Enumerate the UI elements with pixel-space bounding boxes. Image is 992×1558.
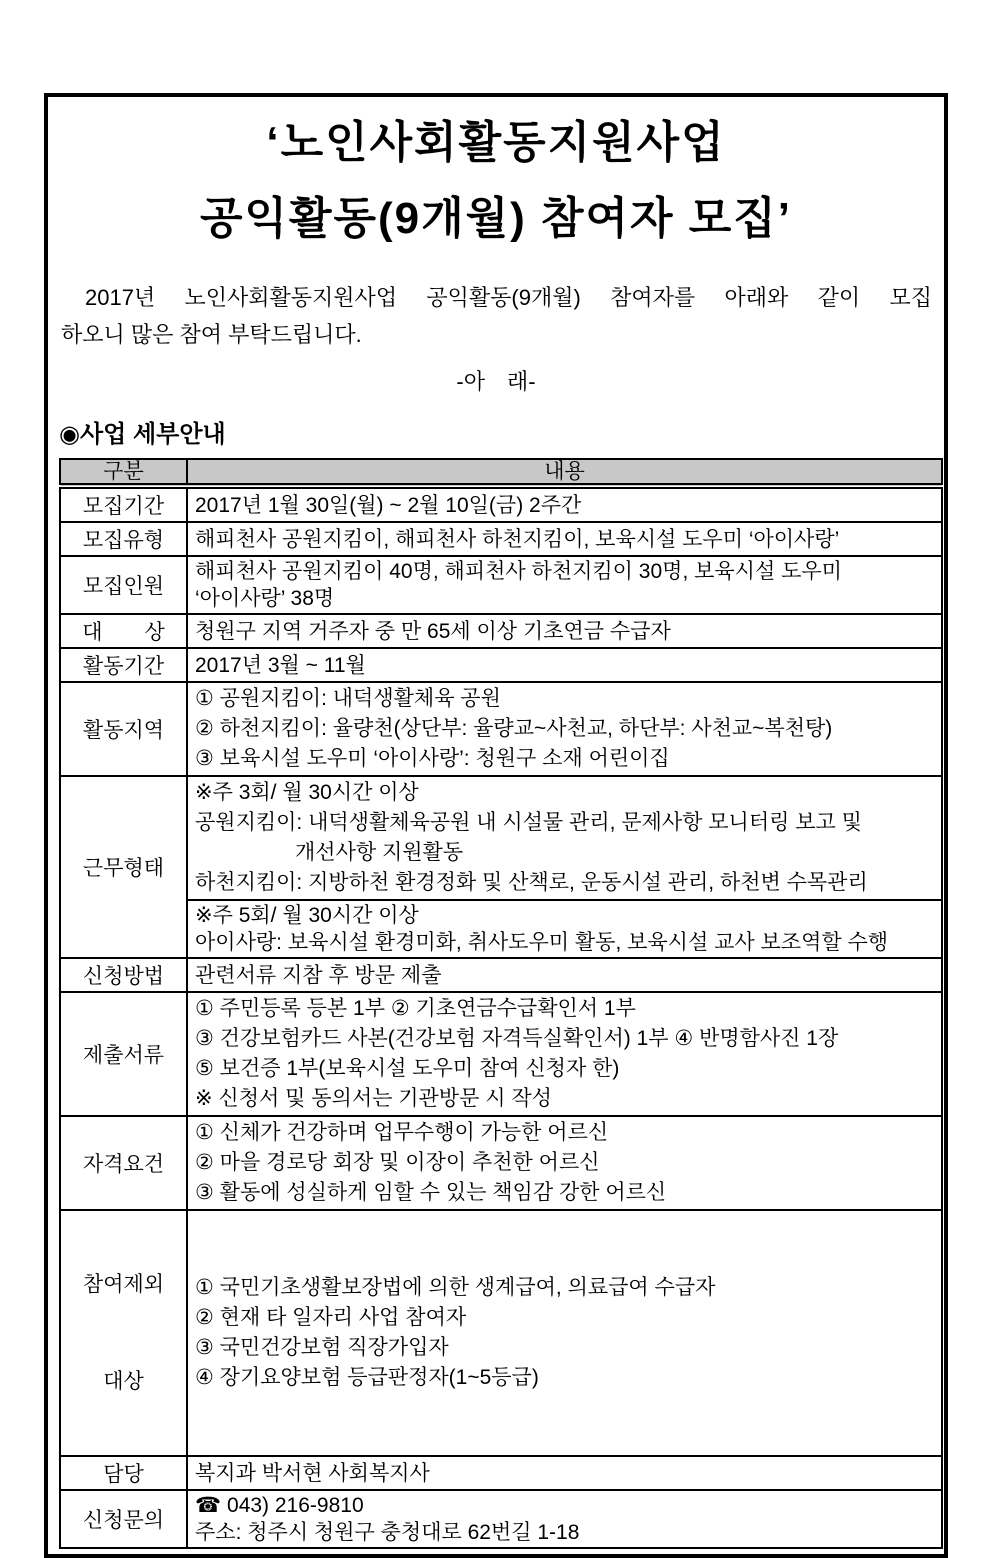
table-row-recruit-period (60, 486, 942, 522)
table-row-apply-method (60, 958, 942, 992)
section-heading-label: 사업 세부안내 (79, 421, 226, 448)
row-label: 모집인원 (60, 556, 187, 614)
text-line: ③ 국민건강보험 직장가입자 (195, 1336, 449, 1359)
row-content (187, 1456, 942, 1490)
row-label: 대 상 (60, 614, 187, 648)
notice-sheet (44, 93, 948, 1558)
text-line: ② 하천지킴이: 율량천(상단부: 율량교~사천교, 하단부: 사천교~복천탕) (195, 717, 833, 740)
table-row-exclusions (60, 1210, 942, 1456)
row-content (187, 958, 942, 992)
row-content (187, 992, 942, 1116)
table-row-work-type-2 (60, 900, 942, 958)
below-marker: -아 래- (456, 369, 536, 394)
text-line: ‘아이사랑’ 38명 (195, 587, 335, 610)
table-row-activity-period (60, 648, 942, 682)
text-line: 아이사랑: 보육시설 환경미화, 취사도우미 활동, 보육시설 교사 보조역할 수행 (195, 931, 889, 954)
row-label: 근무형태 (60, 776, 187, 958)
page-title (48, 105, 944, 257)
text-line: 복지과 박서현 사회복지사 (195, 1461, 430, 1485)
fisheye-bullet-icon: ◉ (59, 421, 80, 448)
row-content (187, 648, 942, 682)
text-line: ① 주민등록 등본 1부 ② 기초연금수급확인서 1부 (195, 997, 636, 1020)
intro-line: 2017년 노인사회활동지원사업 공익활동(9개월) 참여자를 아래와 같이 모집 (85, 285, 932, 310)
row-content (187, 682, 942, 776)
row-content (187, 1210, 942, 1456)
intro-paragraph (61, 279, 932, 353)
row-content (187, 776, 942, 900)
title-line-2: 공익활동(9개월) 참여자 모집’ (200, 194, 792, 243)
text-line: 청원구 지역 거주자 중 만 65세 이상 기초연금 수급자 (195, 619, 671, 643)
row-content (187, 486, 942, 522)
text-line: ③ 보육시설 도우미 ‘아이사랑’: 청원구 소재 어린이집 (195, 747, 670, 770)
row-content (187, 614, 942, 648)
text-line: 2017년 3월 ~ 11월 (195, 653, 366, 677)
text-line: 해피천사 공원지킴이 40명, 해피천사 하천지킴이 30명, 보육시설 도우미 (195, 560, 842, 583)
row-content (187, 1490, 942, 1548)
table-row-recruit-headcount (60, 556, 942, 614)
title-line-1: ‘노인사회활동지원사업 (266, 118, 726, 167)
text-line: ① 국민기초생활보장법에 의한 생계급여, 의료급여 수급자 (195, 1276, 716, 1299)
row-label: 활동지역 (60, 682, 187, 776)
row-label: 활동기간 (60, 648, 187, 682)
text-line: ※주 5회/ 월 30시간 이상 (195, 904, 419, 927)
info-table (59, 458, 943, 1549)
text-line: ③ 활동에 성실하게 임할 수 있는 책임감 강한 어르신 (195, 1181, 667, 1204)
table-header-row (60, 459, 942, 486)
table-row-recruit-type (60, 522, 942, 556)
text-line: ④ 장기요양보험 등급판정자(1~5등급) (195, 1366, 539, 1389)
row-label: 모집유형 (60, 522, 187, 556)
table-row-qualifications (60, 1116, 942, 1210)
row-label-line: 대상 (103, 1370, 144, 1393)
row-label-line: 참여제외 (82, 1273, 165, 1296)
row-content (187, 522, 942, 556)
section-heading (59, 414, 944, 449)
phone-icon: ☎ (195, 1494, 222, 1517)
table-row-target (60, 614, 942, 648)
table-row-activity-area (60, 682, 942, 776)
column-header-content: 내용 (187, 459, 942, 486)
row-label: 신청문의 (60, 1490, 187, 1548)
text-line: ① 공원지킴이: 내덕생활체육 공원 (195, 687, 501, 710)
text-line: ※ 신청서 및 동의서는 기관방문 시 작성 (195, 1087, 552, 1110)
text-line: 하천지킴이: 지방하천 환경정화 및 산책로, 운동시설 관리, 하천변 수목관리 (195, 871, 868, 894)
text-line: 공원지킴이: 내덕생활체육공원 내 시설물 관리, 문제사항 모니터링 보고 및 (195, 811, 862, 834)
text-line: 해피천사 공원지킴이, 해피천사 하천지킴이, 보육시설 도우미 ‘아이사랑’ (195, 527, 840, 551)
text-line: ※주 3회/ 월 30시간 이상 (195, 781, 419, 804)
table-row-documents (60, 992, 942, 1116)
row-label (60, 1210, 187, 1456)
row-label: 모집기간 (60, 486, 187, 522)
address-line: 주소: 청주시 청원구 충청대로 62번길 1-18 (195, 1521, 580, 1544)
text-line: ⑤ 보건증 1부(보육시설 도우미 참여 신청자 한) (195, 1057, 620, 1080)
text-line: ② 마을 경로당 회장 및 이장이 추천한 어르신 (195, 1151, 600, 1174)
text-line: 관련서류 지참 후 방문 제출 (195, 963, 442, 987)
row-content (187, 556, 942, 614)
text-line: 2017년 1월 30일(월) ~ 2월 10일(금) 2주간 (195, 493, 582, 517)
column-header-category: 구분 (60, 459, 187, 486)
text-line: ② 현재 타 일자리 사업 참여자 (195, 1306, 467, 1329)
intro-line: 하오니 많은 참여 부탁드립니다. (61, 322, 362, 347)
text-line: 개선사항 지원활동 (295, 841, 464, 864)
text-line: ③ 건강보험카드 사본(건강보험 자격득실확인서) 1부 ④ 반명함사진 1장 (195, 1027, 839, 1050)
table-row-work-type (60, 776, 942, 900)
table-row-contact (60, 1490, 942, 1548)
row-label: 신청방법 (60, 958, 187, 992)
phone-number: 043) 216-9810 (227, 1494, 364, 1517)
table-row-staff (60, 1456, 942, 1490)
phone-line (195, 1492, 941, 1519)
row-label: 자격요건 (60, 1116, 187, 1210)
text-line: ① 신체가 건강하며 업무수행이 가능한 어르신 (195, 1121, 609, 1144)
row-content (187, 1116, 942, 1210)
row-content (187, 900, 942, 958)
row-label: 제출서류 (60, 992, 187, 1116)
row-label: 담당 (60, 1456, 187, 1490)
